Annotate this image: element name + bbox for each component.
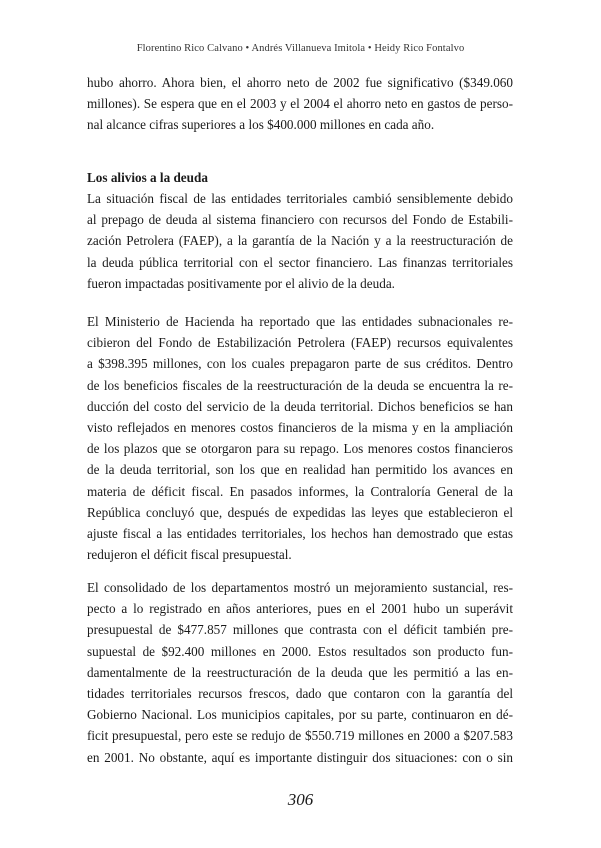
- text-line: El consolidado de los departamentos mostró un mejoramiento sustancial, res-: [87, 580, 513, 595]
- text-line: República concluyó que, después de expedidas las leyes que establecieron el: [87, 504, 513, 520]
- text-line: ajuste fiscal a las entidades territoriales, los hechos han demostrado que estas: [87, 525, 513, 541]
- text-line: millones). Se espera que en el 2003 y el 2004 el ahorro neto en gastos de perso-: [87, 96, 513, 112]
- text-line: zación Petrolera (FAEP), a la garantía de la Nación y a la reestructuración de: [87, 233, 513, 249]
- text-line: hubo ahorro. Ahora bien, el ahorro neto de 2002 fue significativo ($349.060: [87, 75, 513, 90]
- text-line: supuestal de $92.400 millones en 2000. Estos resultados son producto fun-: [87, 643, 513, 659]
- text-line: La situación fiscal de las entidades territoriales cambió sensiblemente debido: [87, 191, 513, 206]
- page-number: 306: [287, 790, 314, 809]
- text-line: a $398.395 millones, con los cuales prepagaron parte de sus créditos. Dentro: [87, 356, 513, 372]
- paragraph-continuation: [87, 72, 513, 136]
- text-line: la deuda pública territorial con el sector financiero. Las finanzas territoriales: [87, 254, 513, 270]
- text-line: ficit presupuestal, pero este se redujo de $550.719 millones en 2000 a $207.583: [87, 728, 513, 744]
- text-line: El Ministerio de Hacienda ha reportado que las entidades subnacionales re-: [87, 314, 513, 329]
- paragraph-1: [87, 188, 513, 294]
- running-header: Florentino Rico Calvano • Andrés Villanueva Imitola • Heidy Rico Fontalvo: [136, 43, 465, 54]
- text-line: nal alcance cifras superiores a los $400.000 millones en cada año.: [87, 117, 435, 133]
- paragraph-2: [87, 311, 513, 565]
- text-line: presupuestal de $477.857 millones que contrasta con el déficit también pre-: [87, 622, 513, 638]
- text-line: fueron impactadas positivamente por el alivio de la deuda.: [87, 275, 395, 291]
- text-line: en 2001. No obstante, aquí es importante distinguir dos situaciones: con o sin: [87, 749, 513, 765]
- text-line: de los plazos que se otorgaron para su repago. Los menores costos financieros: [87, 441, 513, 457]
- text-line: Gobierno Nacional. Los municipios capitales, por su parte, continuaron en dé-: [87, 707, 513, 723]
- text-line: tidades territoriales recursos frescos, dado que contaron con la garantía del: [87, 685, 513, 701]
- section-heading: Los alivios a la deuda: [87, 170, 208, 185]
- text-line: pecto a lo registrado en años anteriores, pues en el 2001 hubo un superávit: [87, 601, 513, 617]
- text-line: visto reflejados en menores costos financieros de la misma y en la ampliación: [87, 419, 513, 435]
- text-line: materia de déficit fiscal. En pasados informes, la Contraloría General de la: [87, 483, 513, 499]
- text-line: cibieron del Fondo de Estabilización Petrolera (FAEP) recursos equivalentes: [87, 335, 513, 351]
- text-line: de los beneficios fiscales de la reestructuración de la deuda se encuentra la re-: [87, 377, 513, 393]
- paragraph-3: [87, 577, 513, 768]
- text-line: redujeron el déficit fiscal presupuestal.: [87, 547, 292, 563]
- text-line: ducción del costo del servicio de la deuda territorial. Dichos beneficios se han: [87, 398, 513, 414]
- text-line: damentalmente de la reestructuración de la deuda que les permitió a las en-: [87, 664, 513, 680]
- text-line: al prepago de deuda al sistema financiero con recursos del Fondo de Estabili-: [87, 212, 513, 228]
- text-line: de la deuda territorial, son los que en realidad han permitido los avances en: [87, 462, 513, 478]
